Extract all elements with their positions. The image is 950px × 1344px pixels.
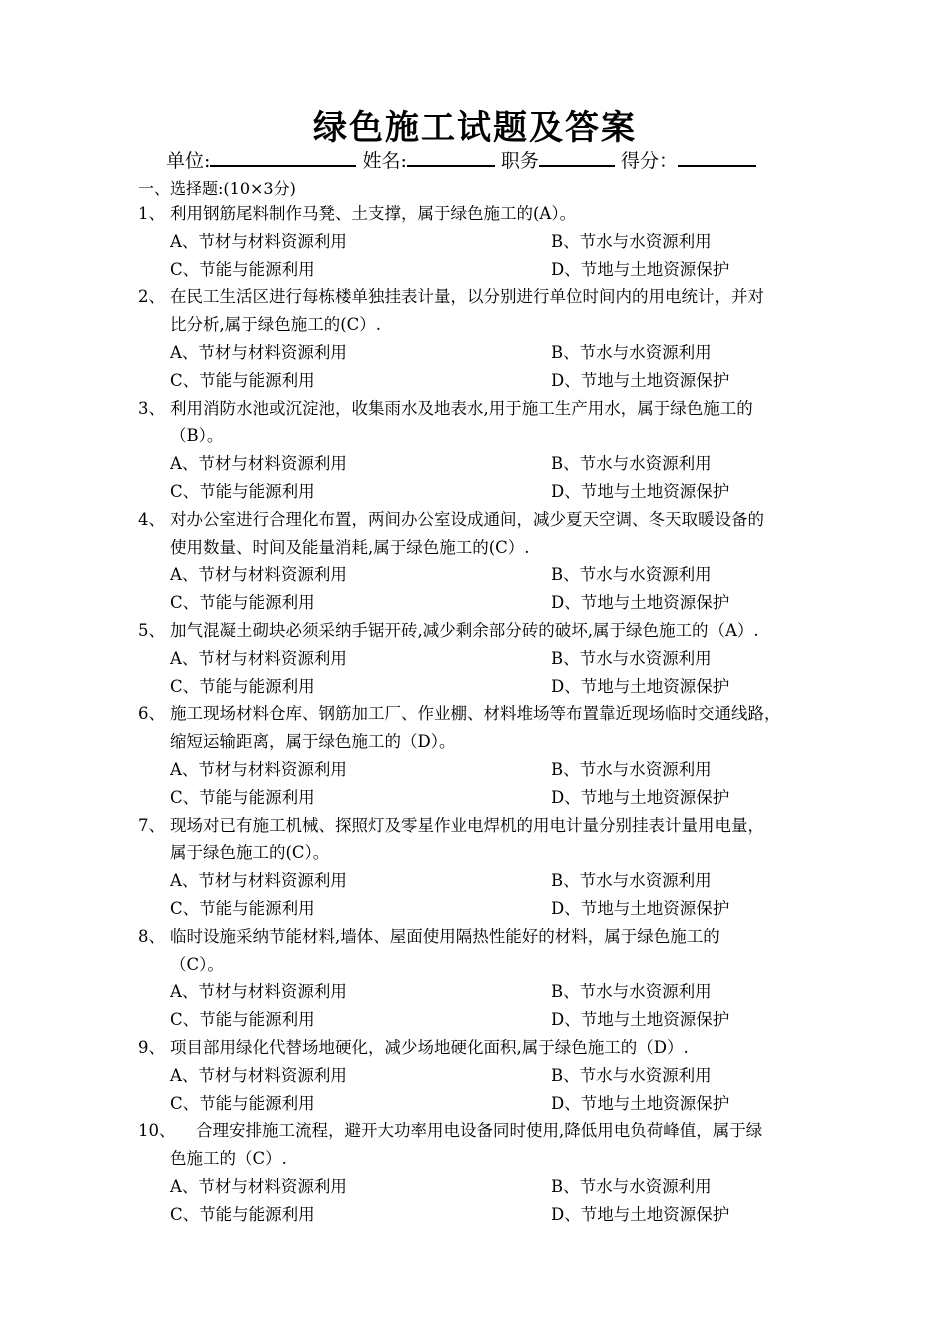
option-c[interactable]: C、节能与能源利用	[170, 1093, 315, 1113]
question-continuation	[0, 422, 950, 450]
option-c[interactable]: C、节能与能源利用	[170, 1204, 315, 1224]
question-text-continued: 缩短运输距离，属于绿色施工的（D）。	[170, 732, 456, 752]
question-row	[0, 812, 950, 840]
option-d[interactable]: D、节地与土地资源保护	[551, 370, 730, 390]
option-row	[0, 978, 950, 1006]
question-number: 10、	[138, 1121, 176, 1141]
question-number: 9、	[138, 1037, 165, 1057]
page-title: 绿色施工试题及答案	[313, 108, 637, 148]
question-continuation	[0, 534, 950, 562]
option-d[interactable]: D、节地与土地资源保护	[551, 1093, 730, 1113]
question-text: 在民工生活区进行每栋楼单独挂表计量，以分别进行单位时间内的用电统计，并对	[170, 287, 764, 307]
unit-blank[interactable]	[210, 147, 356, 167]
question-number: 7、	[138, 815, 165, 835]
option-c[interactable]: C、节能与能源利用	[170, 593, 315, 613]
question-list	[0, 200, 950, 1228]
question-continuation	[0, 839, 950, 867]
option-row	[0, 784, 950, 812]
question-text: 加气混凝土砌块必须采纳手锯开砖,减少剩余部分砖的破坏,属于绿色施工的（A）.	[170, 620, 759, 640]
question-number: 2、	[138, 287, 165, 307]
option-row	[0, 589, 950, 617]
question-continuation	[0, 1145, 950, 1173]
question-text: 施工现场材料仓库、钢筋加工厂、作业棚、材料堆场等布置靠近现场临时交通线路，	[170, 704, 781, 724]
name-label: 姓名:	[362, 150, 407, 172]
option-c[interactable]: C、节能与能源利用	[170, 259, 315, 279]
score-label: 得分：	[620, 150, 678, 172]
question-text-continued: 属于绿色施工的(C）。	[170, 843, 330, 863]
question-row	[0, 506, 950, 534]
option-row	[0, 1062, 950, 1090]
option-a[interactable]: A、节材与材料资源利用	[170, 565, 347, 585]
question-continuation	[0, 951, 950, 979]
option-c[interactable]: C、节能与能源利用	[170, 370, 315, 390]
option-row	[0, 1006, 950, 1034]
position-label: 职务	[500, 150, 539, 172]
option-c[interactable]: C、节能与能源利用	[170, 898, 315, 918]
option-b[interactable]: B、节水与水资源利用	[551, 982, 712, 1002]
option-a[interactable]: A、节材与材料资源利用	[170, 759, 347, 779]
option-b[interactable]: B、节水与水资源利用	[551, 871, 712, 891]
option-a[interactable]: A、节材与材料资源利用	[170, 231, 347, 251]
question-text: 项目部用绿化代替场地硬化，减少场地硬化面积,属于绿色施工的（D）.	[170, 1037, 689, 1057]
option-a[interactable]: A、节材与材料资源利用	[170, 871, 347, 891]
question-row	[0, 700, 950, 728]
question-row	[0, 1117, 950, 1145]
option-a[interactable]: A、节材与材料资源利用	[170, 648, 347, 668]
question-text: 利用消防水池或沉淀池，收集雨水及地表水,用于施工生产用水，属于绿色施工的	[170, 398, 753, 418]
option-row	[0, 478, 950, 506]
option-row	[0, 1201, 950, 1229]
option-row	[0, 756, 950, 784]
option-d[interactable]: D、节地与土地资源保护	[551, 787, 730, 807]
question-item	[0, 283, 950, 394]
option-row	[0, 339, 950, 367]
option-c[interactable]: C、节能与能源利用	[170, 481, 315, 501]
option-b[interactable]: B、节水与水资源利用	[551, 1065, 712, 1085]
question-item	[0, 1034, 950, 1117]
option-row	[0, 367, 950, 395]
option-b[interactable]: B、节水与水资源利用	[551, 648, 712, 668]
option-d[interactable]: D、节地与土地资源保护	[551, 259, 730, 279]
question-number: 1、	[138, 204, 165, 223]
option-d[interactable]: D、节地与土地资源保护	[551, 1204, 730, 1224]
question-text: 现场对已有施工机械、探照灯及零星作业电焊机的用电计量分别挂表计量用电量，	[170, 815, 764, 835]
question-row	[0, 283, 950, 311]
question-row	[0, 200, 950, 228]
option-b[interactable]: B、节水与水资源利用	[551, 342, 712, 362]
option-row	[0, 450, 950, 478]
option-row	[0, 645, 950, 673]
question-number: 5、	[138, 620, 165, 640]
option-b[interactable]: B、节水与水资源利用	[551, 1176, 712, 1196]
question-item	[0, 812, 950, 923]
question-item	[0, 506, 950, 617]
option-row	[0, 561, 950, 589]
question-item	[0, 200, 950, 283]
option-row	[0, 867, 950, 895]
question-row	[0, 923, 950, 951]
question-text-continued: 比分析,属于绿色施工的(C）.	[170, 315, 382, 335]
question-row	[0, 617, 950, 645]
option-a[interactable]: A、节材与材料资源利用	[170, 1065, 347, 1085]
option-row	[0, 1173, 950, 1201]
question-item	[0, 700, 950, 811]
question-text: 利用钢筋尾料制作马凳、土支撑，属于绿色施工的(A）。	[170, 204, 577, 223]
question-number: 8、	[138, 926, 165, 946]
question-row	[0, 1034, 950, 1062]
option-row	[0, 895, 950, 923]
option-d[interactable]: D、节地与土地资源保护	[551, 1010, 730, 1030]
option-row	[0, 673, 950, 701]
question-text-continued: 色施工的（C）.	[170, 1149, 287, 1169]
option-a[interactable]: A、节材与材料资源利用	[170, 342, 347, 362]
option-c[interactable]: C、节能与能源利用	[170, 676, 315, 696]
question-row	[0, 395, 950, 423]
question-text-continued: （B）。	[170, 426, 224, 446]
header-fields	[166, 146, 756, 173]
option-a[interactable]: A、节材与材料资源利用	[170, 982, 347, 1002]
option-b[interactable]: B、节水与水资源利用	[551, 231, 712, 251]
question-continuation	[0, 728, 950, 756]
score-blank[interactable]	[678, 147, 756, 167]
option-d[interactable]: D、节地与土地资源保护	[551, 593, 730, 613]
section-heading: 一、选择题:(10×3分)	[138, 179, 296, 198]
question-item	[0, 617, 950, 700]
question-text-continued: 使用数量、时间及能量消耗,属于绿色施工的(C）.	[170, 537, 530, 557]
question-item	[0, 395, 950, 506]
question-number: 3、	[138, 398, 165, 418]
option-a[interactable]: A、节材与材料资源利用	[170, 454, 347, 474]
option-b[interactable]: B、节水与水资源利用	[551, 454, 712, 474]
question-text-continued: （C）。	[170, 954, 224, 974]
question-item	[0, 923, 950, 1034]
question-number: 4、	[138, 509, 165, 529]
option-c[interactable]: C、节能与能源利用	[170, 787, 315, 807]
option-a[interactable]: A、节材与材料资源利用	[170, 1176, 347, 1196]
name-blank[interactable]	[407, 147, 495, 167]
option-c[interactable]: C、节能与能源利用	[170, 1010, 315, 1030]
position-blank[interactable]	[539, 147, 615, 167]
option-d[interactable]: D、节地与土地资源保护	[551, 481, 730, 501]
option-d[interactable]: D、节地与土地资源保护	[551, 676, 730, 696]
question-text: 合理安排施工流程，避开大功率用电设备同时使用,降低用电负荷峰值，属于绿	[196, 1121, 763, 1141]
option-b[interactable]: B、节水与水资源利用	[551, 759, 712, 779]
question-text: 对办公室进行合理化布置，两间办公室设成通间，减少夏天空调、冬天取暖设备的	[170, 509, 764, 529]
option-d[interactable]: D、节地与土地资源保护	[551, 898, 730, 918]
question-item	[0, 1117, 950, 1228]
option-row	[0, 256, 950, 284]
option-row	[0, 228, 950, 256]
option-row	[0, 1090, 950, 1118]
question-continuation	[0, 311, 950, 339]
question-text: 临时设施采纳节能材料,墙体、屋面使用隔热性能好的材料，属于绿色施工的	[170, 926, 720, 946]
option-b[interactable]: B、节水与水资源利用	[551, 565, 712, 585]
unit-label: 单位:	[166, 150, 211, 172]
question-number: 6、	[138, 704, 165, 724]
